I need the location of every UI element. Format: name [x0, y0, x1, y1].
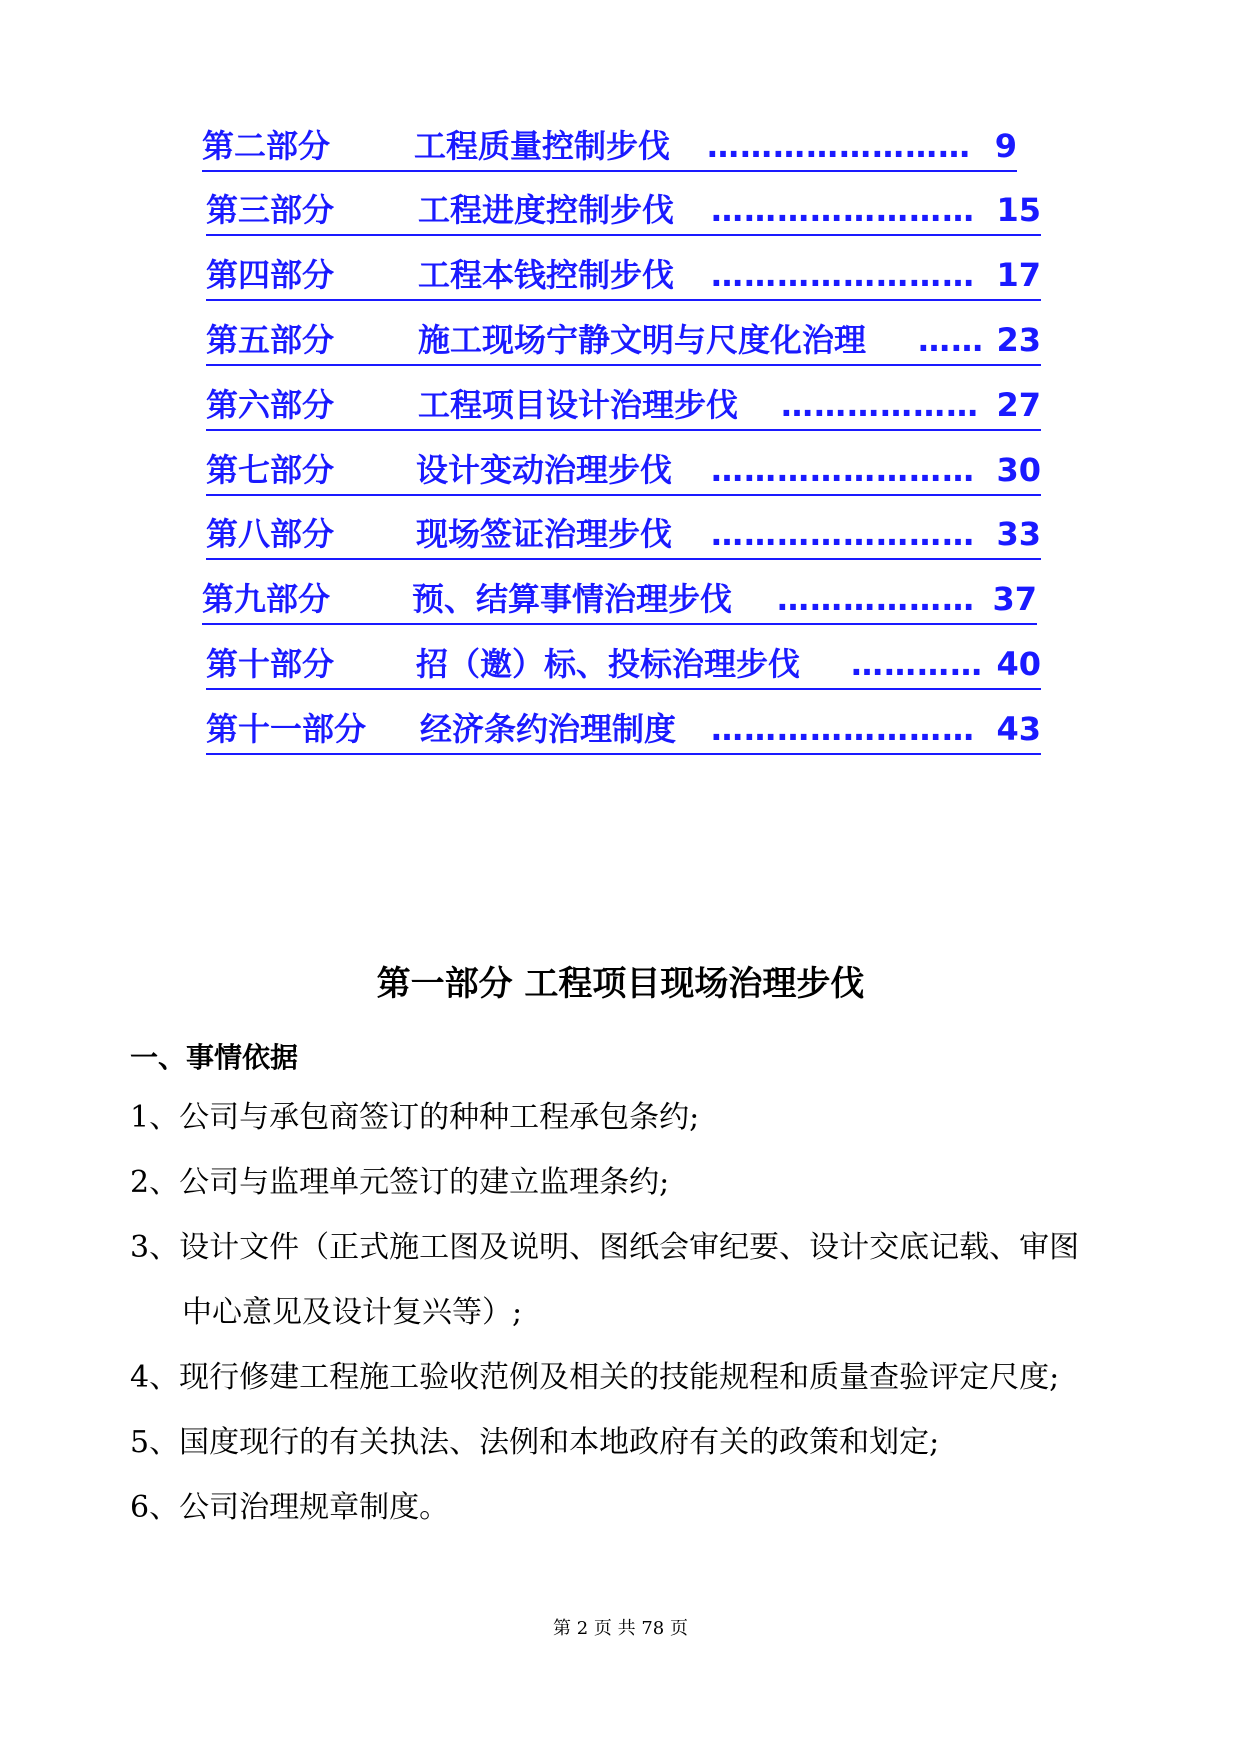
toc-part-label: 第五部分: [206, 321, 335, 359]
toc-part-label: 第八部分: [206, 515, 335, 553]
body-line: 5、国度现行的有关执法、法例和本地政府有关的政策和划定;: [130, 1425, 940, 1460]
toc-entry-part-4[interactable]: [206, 251, 1041, 301]
toc-part-label: 第六部分: [206, 386, 335, 424]
toc-part-label: 第九部分: [202, 580, 331, 618]
section-title: 第一部分 工程项目现场治理步伐: [376, 964, 865, 1004]
toc-title: 设计变动治理步伐: [416, 451, 673, 489]
toc-part-label: 第四部分: [206, 256, 335, 294]
toc-leader: ……………………: [711, 710, 975, 748]
toc-title: 工程进度控制步伐: [418, 191, 675, 229]
toc-entry-part-9[interactable]: [202, 575, 1037, 625]
subsection-title: 一、事情依据: [130, 1041, 299, 1074]
toc-part-label: 第十一部分: [206, 710, 367, 748]
toc-title: 预、结算事情治理步伐: [412, 580, 733, 618]
toc-part-label: 第二部分: [202, 127, 331, 165]
toc-title: 招（邀）标、投标治理步伐: [416, 645, 801, 683]
body-line: 中心意见及设计复兴等）;: [182, 1295, 523, 1330]
body-line: 4、现行修建工程施工验收范例及相关的技能规程和质量查验评定尺度;: [130, 1360, 1060, 1395]
toc-title: 现场签证治理步伐: [416, 515, 673, 553]
toc-part-label: 第七部分: [206, 451, 335, 489]
toc-entry-part-7[interactable]: [206, 446, 1041, 496]
body-line: 3、设计文件（正式施工图及说明、图纸会审纪要、设计交底记载、审图: [130, 1230, 1080, 1265]
toc-entry-part-5[interactable]: [206, 316, 1041, 366]
toc-page-number: 23: [996, 321, 1041, 359]
body-line: 2、公司与监理单元签订的建立监理条约;: [130, 1165, 670, 1200]
toc-entry-part-2[interactable]: [202, 122, 1017, 172]
toc-title: 施工现场宁静文明与尺度化治理: [418, 321, 867, 359]
toc-part-label: 第三部分: [206, 191, 335, 229]
toc-page-number: 17: [996, 256, 1041, 294]
toc-leader: ……………………: [711, 515, 975, 553]
toc-leader: ………………: [781, 386, 979, 424]
body-line: 6、公司治理规章制度。: [130, 1490, 450, 1525]
toc-leader: …………: [851, 645, 983, 683]
toc-entry-part-3[interactable]: [206, 186, 1041, 236]
toc-leader: ……………………: [711, 451, 975, 489]
toc-page-number: 37: [992, 580, 1037, 618]
toc-leader: ……………………: [711, 256, 975, 294]
toc-page-number: 33: [996, 515, 1041, 553]
toc-title: 工程本钱控制步伐: [418, 256, 675, 294]
toc-page-number: 30: [996, 451, 1041, 489]
body-line: 1、公司与承包商签订的种种工程承包条约;: [130, 1100, 700, 1135]
toc-leader: ………………: [777, 580, 975, 618]
toc-page-number: 15: [996, 191, 1041, 229]
toc-entry-part-10[interactable]: [206, 640, 1041, 690]
toc-page-number: 9: [994, 127, 1017, 165]
toc-title: 工程项目设计治理步伐: [418, 386, 739, 424]
toc-entry-part-8[interactable]: [206, 510, 1041, 560]
toc-leader: ……………………: [711, 191, 975, 229]
toc-title: 工程质量控制步伐: [414, 127, 671, 165]
toc-leader: ……………………: [707, 127, 971, 165]
page-footer: 第 2 页 共 78 页: [553, 1618, 688, 1639]
toc-entry-part-6[interactable]: [206, 381, 1041, 431]
toc-page-number: 43: [996, 710, 1041, 748]
toc-entry-part-11[interactable]: [206, 705, 1041, 755]
toc-title: 经济条约治理制度: [420, 710, 677, 748]
toc-leader: ……: [918, 321, 984, 359]
toc-page-number: 27: [996, 386, 1041, 424]
toc-part-label: 第十部分: [206, 645, 335, 683]
toc-page-number: 40: [996, 645, 1041, 683]
